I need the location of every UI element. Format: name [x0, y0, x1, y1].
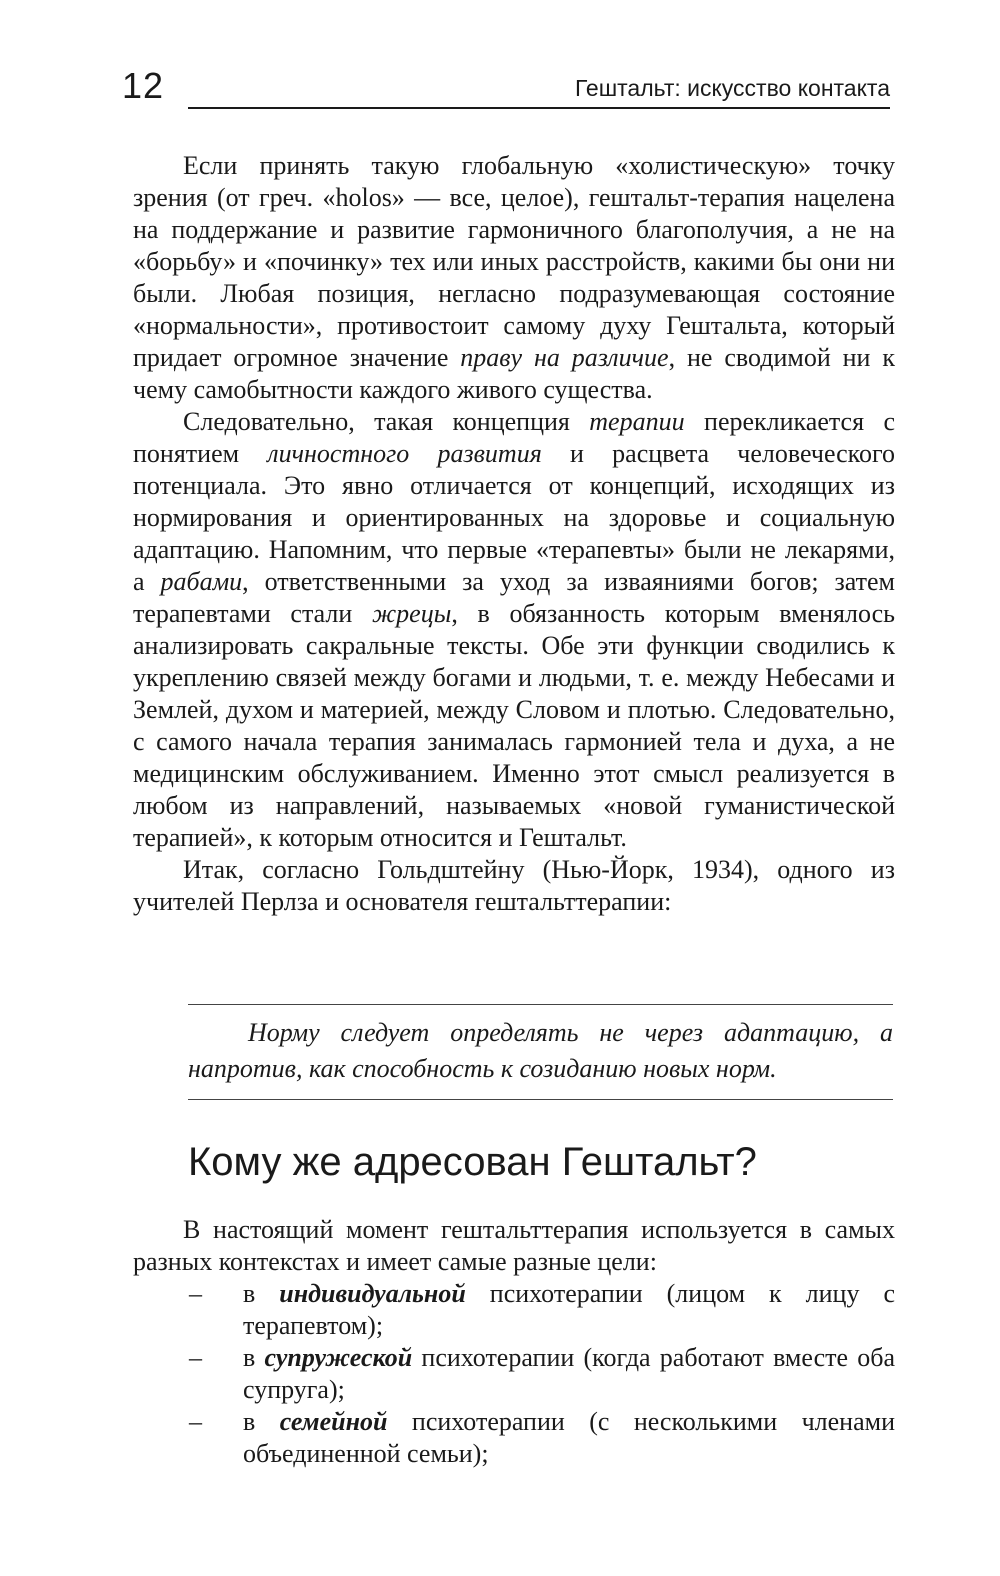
text-run: Следовательно, такая концепция: [183, 407, 590, 436]
text-run: , не сводимой ни к чему самобытности каждого живого существа.: [133, 343, 895, 404]
list-dash: –: [189, 1343, 202, 1372]
emphasis-text: праву на различие: [460, 343, 669, 372]
epigraph-quote: [188, 1004, 893, 1100]
text-run: перекликается с понятием: [133, 407, 895, 468]
emphasis-text: рабами: [160, 567, 243, 596]
text-run: и расцвета человеческого потенциала. Это явно отличается от концепций, исходящих из нормирования и ориентированных на здоровье и социальную адаптацию. Напомним, что первые «терапевты» были не лекарями, а: [133, 439, 895, 596]
page-number: 12: [122, 65, 165, 106]
header-rule: [188, 107, 890, 109]
text-run: Если принять такую глобальную «холистическую» точку зрения (от греч. «holos» — все, целое), гештальт-терапия нацелена на поддержание и развитие гармоничного благополучия, а не на «борьбу» и «починку» тех или иных расстройств, какими бы они ни были. Любая позиция, негласно подразумевающая состояние «нормальности», противостоит самому духу Гештальта, который придает огромное значение: [133, 151, 895, 372]
running-title: Гештальт: искусство контакта: [574, 75, 890, 101]
list-dash: –: [189, 1407, 202, 1436]
list-item: [133, 1278, 895, 1342]
text-run: психотерапии (с несколькими членами объединенной семьи);: [243, 1407, 896, 1468]
text-run: психотерапии (лицом к лицу с терапевтом);: [243, 1279, 895, 1340]
text-run: в: [243, 1407, 280, 1436]
list-term: семейной: [279, 1407, 388, 1436]
text-run: , в обязанность которым вменялось анализировать сакральные тексты. Обе эти функции сводились к укреплению связей между богами и людьми, т. е. между Небесами и Землей, духом и материей, между Словом и плотью. Следовательно, с самого начала терапия занималась гармонией тела и духа, а не медицинским обслуживанием. Именно этот смысл реализуется в любом из направлений, называемых «новой гуманистической терапией», к которым относится и Гештальт.: [133, 599, 895, 852]
text-run: Итак, согласно Гольдштейну (Нью-Йорк, 1934), одного из учителей Перлза и основателя гештальттерапии:: [133, 855, 895, 916]
quote-text: Норму следует определять не через адаптацию, а напротив, как способность к созиданию новых норм.: [188, 1018, 893, 1083]
section-intro: [133, 1214, 895, 1278]
paragraph: [133, 150, 895, 406]
list-term: супружеской: [264, 1343, 413, 1372]
paragraph: В настоящий момент гештальттерапия используется в самых разных контекстах и имеет самые разные цели:: [133, 1215, 895, 1276]
list-dash: –: [189, 1279, 202, 1308]
text-run: , ответственными за уход за изваяниями богов; затем терапевтами стали: [133, 567, 896, 628]
context-list: [133, 1278, 895, 1470]
list-term: индивидуальной: [279, 1279, 466, 1308]
list-item: [133, 1406, 895, 1470]
text-run: в: [243, 1279, 280, 1308]
text-run: в: [243, 1343, 265, 1372]
emphasis-text: жрецы: [371, 599, 452, 628]
emphasis-text: личностного развития: [267, 439, 542, 468]
list-item: [133, 1342, 895, 1406]
text-run: психотерапии (когда работают вместе оба супруга);: [243, 1343, 895, 1404]
section-heading: Кому же адресован Гештальт?: [188, 1140, 757, 1184]
emphasis-text: терапии: [589, 407, 685, 436]
paragraph: [133, 854, 895, 918]
paragraph: [133, 406, 895, 854]
main-text: [133, 150, 895, 918]
